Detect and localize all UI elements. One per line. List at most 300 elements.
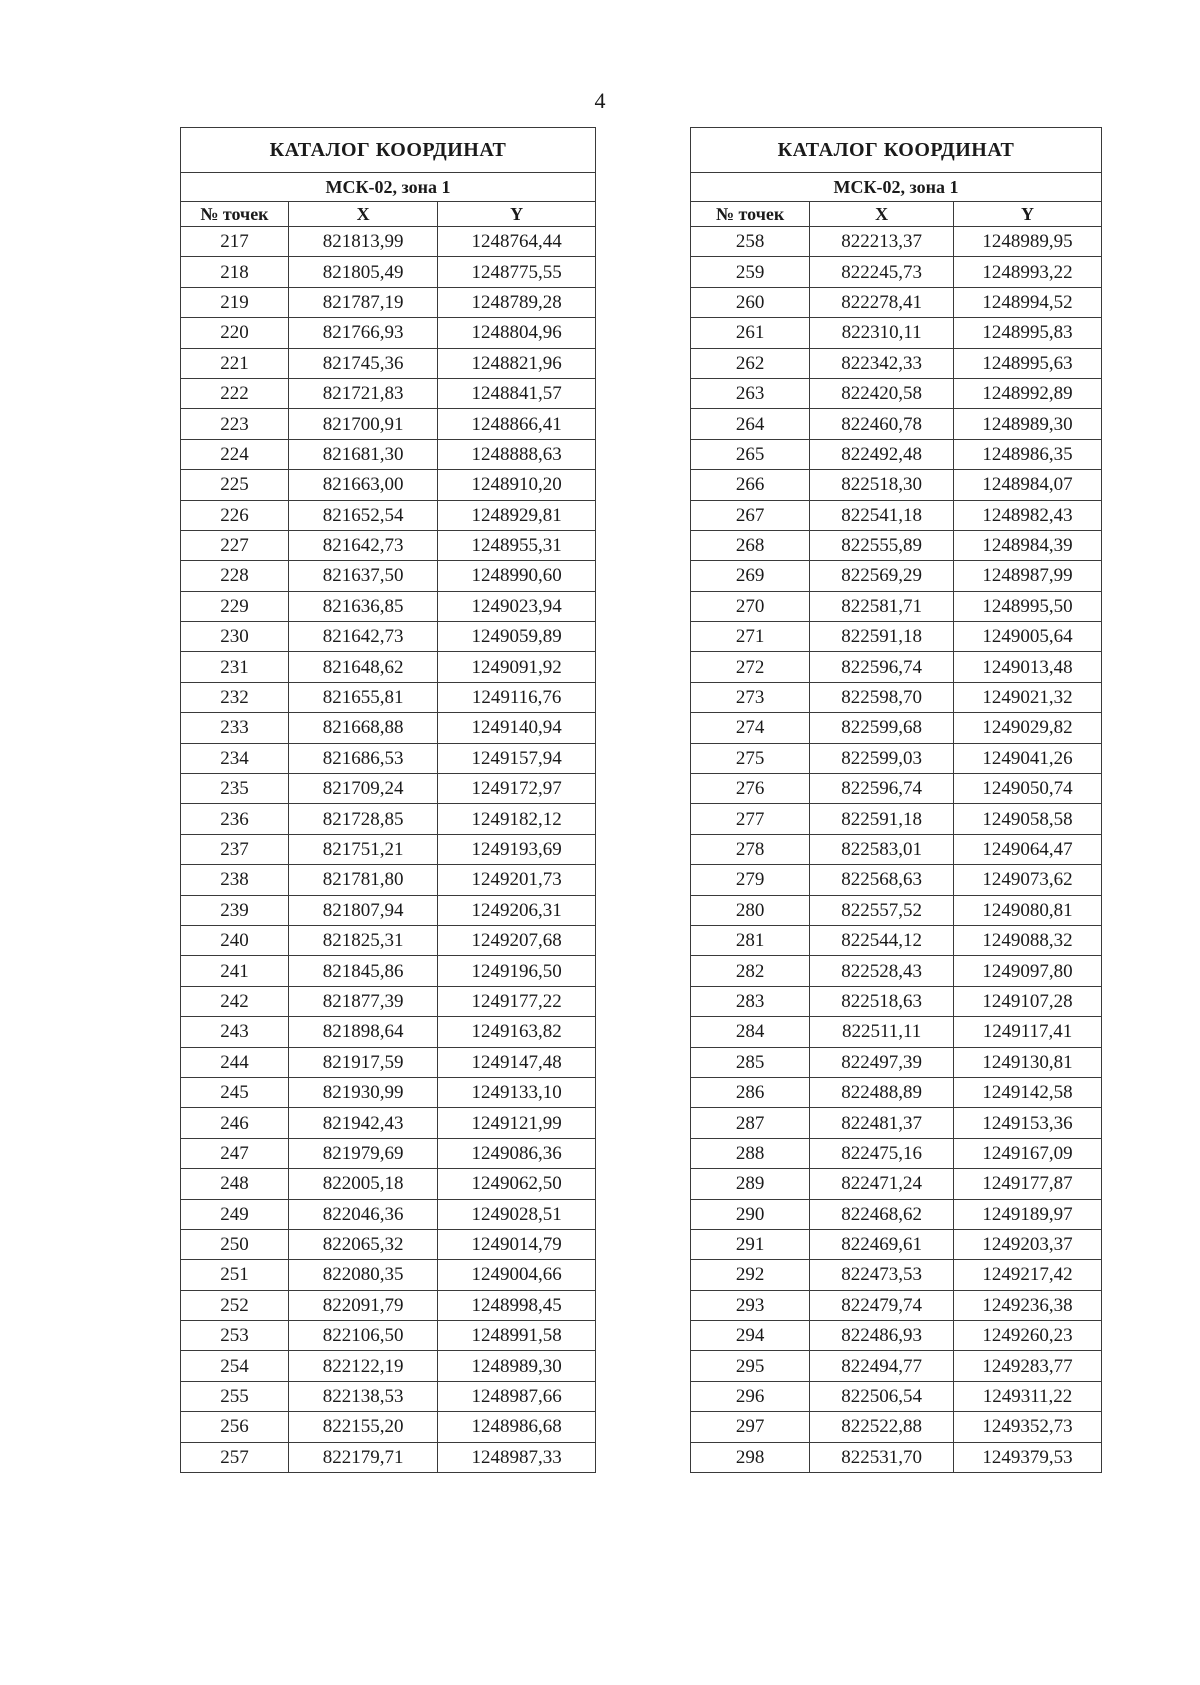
x-coordinate-cell: 822469,61 bbox=[810, 1229, 954, 1259]
x-coordinate-cell: 821745,36 bbox=[288, 348, 437, 378]
table-row bbox=[181, 500, 596, 530]
table-row bbox=[691, 1169, 1102, 1199]
y-coordinate-cell: 1249177,87 bbox=[954, 1169, 1102, 1199]
table-row bbox=[691, 1077, 1102, 1107]
point-number-cell: 286 bbox=[691, 1077, 810, 1107]
table-body bbox=[181, 227, 596, 1473]
x-coordinate-cell: 821709,24 bbox=[288, 774, 437, 804]
column-header-x: X bbox=[288, 202, 437, 227]
x-coordinate-cell: 821681,30 bbox=[288, 439, 437, 469]
x-coordinate-cell: 821877,39 bbox=[288, 986, 437, 1016]
y-coordinate-cell: 1248955,31 bbox=[438, 530, 596, 560]
x-coordinate-cell: 821942,43 bbox=[288, 1108, 437, 1138]
x-coordinate-cell: 821766,93 bbox=[288, 318, 437, 348]
y-coordinate-cell: 1249097,80 bbox=[954, 956, 1102, 986]
y-coordinate-cell: 1249023,94 bbox=[438, 591, 596, 621]
table-row bbox=[181, 1290, 596, 1320]
x-coordinate-cell: 822475,16 bbox=[810, 1138, 954, 1168]
point-number-cell: 297 bbox=[691, 1412, 810, 1442]
point-number-cell: 284 bbox=[691, 1017, 810, 1047]
y-coordinate-cell: 1248986,35 bbox=[954, 439, 1102, 469]
x-coordinate-cell: 822528,43 bbox=[810, 956, 954, 986]
table-row bbox=[181, 804, 596, 834]
x-coordinate-cell: 822541,18 bbox=[810, 500, 954, 530]
y-coordinate-cell: 1249073,62 bbox=[954, 865, 1102, 895]
point-number-cell: 224 bbox=[181, 439, 289, 469]
point-number-cell: 223 bbox=[181, 409, 289, 439]
point-number-cell: 256 bbox=[181, 1412, 289, 1442]
x-coordinate-cell: 822598,70 bbox=[810, 682, 954, 712]
x-coordinate-cell: 821930,99 bbox=[288, 1077, 437, 1107]
table-row bbox=[181, 561, 596, 591]
table-row bbox=[691, 1321, 1102, 1351]
y-coordinate-cell: 1249157,94 bbox=[438, 743, 596, 773]
x-coordinate-cell: 821898,64 bbox=[288, 1017, 437, 1047]
x-coordinate-cell: 822342,33 bbox=[810, 348, 954, 378]
table-row bbox=[181, 986, 596, 1016]
table-row bbox=[691, 257, 1102, 287]
x-coordinate-cell: 822492,48 bbox=[810, 439, 954, 469]
point-number-cell: 246 bbox=[181, 1108, 289, 1138]
x-coordinate-cell: 822583,01 bbox=[810, 834, 954, 864]
point-number-cell: 237 bbox=[181, 834, 289, 864]
table-row bbox=[181, 470, 596, 500]
y-coordinate-cell: 1248804,96 bbox=[438, 318, 596, 348]
y-coordinate-cell: 1249050,74 bbox=[954, 774, 1102, 804]
x-coordinate-cell: 822568,63 bbox=[810, 865, 954, 895]
y-coordinate-cell: 1248994,52 bbox=[954, 287, 1102, 317]
point-number-cell: 280 bbox=[691, 895, 810, 925]
y-coordinate-cell: 1248991,58 bbox=[438, 1321, 596, 1351]
y-coordinate-cell: 1249041,26 bbox=[954, 743, 1102, 773]
table-row bbox=[691, 409, 1102, 439]
table-row bbox=[181, 652, 596, 682]
column-header-point-number: № точек bbox=[691, 202, 810, 227]
table-row bbox=[181, 1047, 596, 1077]
x-coordinate-cell: 821686,53 bbox=[288, 743, 437, 773]
y-coordinate-cell: 1248992,89 bbox=[954, 378, 1102, 408]
x-coordinate-cell: 822155,20 bbox=[288, 1412, 437, 1442]
point-number-cell: 221 bbox=[181, 348, 289, 378]
y-coordinate-cell: 1248821,96 bbox=[438, 348, 596, 378]
point-number-cell: 253 bbox=[181, 1321, 289, 1351]
point-number-cell: 271 bbox=[691, 622, 810, 652]
x-coordinate-cell: 821813,99 bbox=[288, 227, 437, 257]
table-row bbox=[181, 682, 596, 712]
table-row bbox=[181, 1381, 596, 1411]
y-coordinate-cell: 1248987,99 bbox=[954, 561, 1102, 591]
table-row bbox=[181, 895, 596, 925]
point-number-cell: 277 bbox=[691, 804, 810, 834]
column-header-y: Y bbox=[438, 202, 596, 227]
y-coordinate-cell: 1248998,45 bbox=[438, 1290, 596, 1320]
catalog-title: КАТАЛОГ КООРДИНАТ bbox=[181, 128, 596, 173]
point-number-cell: 296 bbox=[691, 1381, 810, 1411]
point-number-cell: 269 bbox=[691, 561, 810, 591]
x-coordinate-cell: 821825,31 bbox=[288, 925, 437, 955]
y-coordinate-cell: 1249260,23 bbox=[954, 1321, 1102, 1351]
point-number-cell: 288 bbox=[691, 1138, 810, 1168]
x-coordinate-cell: 821721,83 bbox=[288, 378, 437, 408]
y-coordinate-cell: 1249013,48 bbox=[954, 652, 1102, 682]
column-header-y: Y bbox=[954, 202, 1102, 227]
y-coordinate-cell: 1249189,97 bbox=[954, 1199, 1102, 1229]
point-number-cell: 279 bbox=[691, 865, 810, 895]
x-coordinate-cell: 821751,21 bbox=[288, 834, 437, 864]
x-coordinate-cell: 822522,88 bbox=[810, 1412, 954, 1442]
table-row bbox=[181, 1442, 596, 1472]
table-row bbox=[181, 956, 596, 986]
x-coordinate-cell: 822599,03 bbox=[810, 743, 954, 773]
x-coordinate-cell: 821663,00 bbox=[288, 470, 437, 500]
table-row bbox=[181, 378, 596, 408]
y-coordinate-cell: 1249142,58 bbox=[954, 1077, 1102, 1107]
x-coordinate-cell: 821642,73 bbox=[288, 530, 437, 560]
table-row bbox=[691, 470, 1102, 500]
y-coordinate-cell: 1249005,64 bbox=[954, 622, 1102, 652]
y-coordinate-cell: 1249028,51 bbox=[438, 1199, 596, 1229]
table-row bbox=[181, 774, 596, 804]
table-row bbox=[691, 865, 1102, 895]
table-row bbox=[181, 1412, 596, 1442]
point-number-cell: 264 bbox=[691, 409, 810, 439]
point-number-cell: 242 bbox=[181, 986, 289, 1016]
y-coordinate-cell: 1249201,73 bbox=[438, 865, 596, 895]
point-number-cell: 298 bbox=[691, 1442, 810, 1472]
y-coordinate-cell: 1249167,09 bbox=[954, 1138, 1102, 1168]
point-number-cell: 261 bbox=[691, 318, 810, 348]
y-coordinate-cell: 1248866,41 bbox=[438, 409, 596, 439]
y-coordinate-cell: 1249236,38 bbox=[954, 1290, 1102, 1320]
x-coordinate-cell: 822420,58 bbox=[810, 378, 954, 408]
point-number-cell: 249 bbox=[181, 1199, 289, 1229]
table-row bbox=[691, 1229, 1102, 1259]
y-coordinate-cell: 1248995,83 bbox=[954, 318, 1102, 348]
table-row bbox=[691, 287, 1102, 317]
table-row bbox=[181, 1138, 596, 1168]
point-number-cell: 228 bbox=[181, 561, 289, 591]
y-coordinate-cell: 1248986,68 bbox=[438, 1412, 596, 1442]
table-row bbox=[691, 318, 1102, 348]
table-row bbox=[691, 925, 1102, 955]
x-coordinate-cell: 822046,36 bbox=[288, 1199, 437, 1229]
y-coordinate-cell: 1248789,28 bbox=[438, 287, 596, 317]
point-number-cell: 268 bbox=[691, 530, 810, 560]
table-row bbox=[181, 318, 596, 348]
y-coordinate-cell: 1248987,33 bbox=[438, 1442, 596, 1472]
y-coordinate-cell: 1248984,39 bbox=[954, 530, 1102, 560]
x-coordinate-cell: 821637,50 bbox=[288, 561, 437, 591]
table-row bbox=[691, 682, 1102, 712]
y-coordinate-cell: 1249107,28 bbox=[954, 986, 1102, 1016]
x-coordinate-cell: 822591,18 bbox=[810, 622, 954, 652]
x-coordinate-cell: 822122,19 bbox=[288, 1351, 437, 1381]
table-row bbox=[181, 622, 596, 652]
point-number-cell: 258 bbox=[691, 227, 810, 257]
y-coordinate-cell: 1249352,73 bbox=[954, 1412, 1102, 1442]
y-coordinate-cell: 1249014,79 bbox=[438, 1229, 596, 1259]
table-row bbox=[691, 1381, 1102, 1411]
y-coordinate-cell: 1249153,36 bbox=[954, 1108, 1102, 1138]
point-number-cell: 230 bbox=[181, 622, 289, 652]
x-coordinate-cell: 822557,52 bbox=[810, 895, 954, 925]
x-coordinate-cell: 822065,32 bbox=[288, 1229, 437, 1259]
point-number-cell: 248 bbox=[181, 1169, 289, 1199]
table-row bbox=[691, 713, 1102, 743]
table-row bbox=[181, 1260, 596, 1290]
y-coordinate-cell: 1249379,53 bbox=[954, 1442, 1102, 1472]
table-row bbox=[691, 895, 1102, 925]
point-number-cell: 260 bbox=[691, 287, 810, 317]
y-coordinate-cell: 1249147,48 bbox=[438, 1047, 596, 1077]
point-number-cell: 290 bbox=[691, 1199, 810, 1229]
x-coordinate-cell: 822468,62 bbox=[810, 1199, 954, 1229]
y-coordinate-cell: 1248775,55 bbox=[438, 257, 596, 287]
x-coordinate-cell: 821700,91 bbox=[288, 409, 437, 439]
table-row bbox=[691, 348, 1102, 378]
table-row bbox=[691, 1047, 1102, 1077]
table-row bbox=[691, 622, 1102, 652]
x-coordinate-cell: 822473,53 bbox=[810, 1260, 954, 1290]
table-row bbox=[181, 1169, 596, 1199]
y-coordinate-cell: 1249088,32 bbox=[954, 925, 1102, 955]
y-coordinate-cell: 1248995,63 bbox=[954, 348, 1102, 378]
column-header-point-number: № точек bbox=[181, 202, 289, 227]
x-coordinate-cell: 821781,80 bbox=[288, 865, 437, 895]
y-coordinate-cell: 1249217,42 bbox=[954, 1260, 1102, 1290]
x-coordinate-cell: 822486,93 bbox=[810, 1321, 954, 1351]
table-row bbox=[691, 1199, 1102, 1229]
y-coordinate-cell: 1248990,60 bbox=[438, 561, 596, 591]
table-row bbox=[691, 1442, 1102, 1472]
y-coordinate-cell: 1249193,69 bbox=[438, 834, 596, 864]
point-number-cell: 240 bbox=[181, 925, 289, 955]
point-number-cell: 289 bbox=[691, 1169, 810, 1199]
x-coordinate-cell: 822544,12 bbox=[810, 925, 954, 955]
x-coordinate-cell: 821642,73 bbox=[288, 622, 437, 652]
table-row bbox=[181, 865, 596, 895]
point-number-cell: 229 bbox=[181, 591, 289, 621]
point-number-cell: 285 bbox=[691, 1047, 810, 1077]
table-row bbox=[691, 774, 1102, 804]
point-number-cell: 227 bbox=[181, 530, 289, 560]
point-number-cell: 218 bbox=[181, 257, 289, 287]
y-coordinate-cell: 1248982,43 bbox=[954, 500, 1102, 530]
point-number-cell: 241 bbox=[181, 956, 289, 986]
point-number-cell: 270 bbox=[691, 591, 810, 621]
x-coordinate-cell: 822494,77 bbox=[810, 1351, 954, 1381]
y-coordinate-cell: 1249080,81 bbox=[954, 895, 1102, 925]
point-number-cell: 233 bbox=[181, 713, 289, 743]
y-coordinate-cell: 1249117,41 bbox=[954, 1017, 1102, 1047]
table-row bbox=[691, 500, 1102, 530]
y-coordinate-cell: 1248929,81 bbox=[438, 500, 596, 530]
table-row bbox=[181, 834, 596, 864]
point-number-cell: 257 bbox=[181, 1442, 289, 1472]
x-coordinate-cell: 822278,41 bbox=[810, 287, 954, 317]
x-coordinate-cell: 822106,50 bbox=[288, 1321, 437, 1351]
table-row bbox=[691, 1260, 1102, 1290]
x-coordinate-cell: 822310,11 bbox=[810, 318, 954, 348]
y-coordinate-cell: 1249172,97 bbox=[438, 774, 596, 804]
table-row bbox=[691, 1412, 1102, 1442]
y-coordinate-cell: 1249182,12 bbox=[438, 804, 596, 834]
table-row bbox=[691, 561, 1102, 591]
column-header-x: X bbox=[810, 202, 954, 227]
table-row bbox=[691, 834, 1102, 864]
point-number-cell: 273 bbox=[691, 682, 810, 712]
x-coordinate-cell: 822460,78 bbox=[810, 409, 954, 439]
y-coordinate-cell: 1249311,22 bbox=[954, 1381, 1102, 1411]
point-number-cell: 245 bbox=[181, 1077, 289, 1107]
y-coordinate-cell: 1248989,30 bbox=[438, 1351, 596, 1381]
table-row bbox=[181, 257, 596, 287]
x-coordinate-cell: 822179,71 bbox=[288, 1442, 437, 1472]
page-number: 4 bbox=[594, 88, 606, 113]
x-coordinate-cell: 822005,18 bbox=[288, 1169, 437, 1199]
y-coordinate-cell: 1249086,36 bbox=[438, 1138, 596, 1168]
table-row bbox=[691, 986, 1102, 1016]
x-coordinate-cell: 822245,73 bbox=[810, 257, 954, 287]
y-coordinate-cell: 1249116,76 bbox=[438, 682, 596, 712]
table-row bbox=[181, 743, 596, 773]
point-number-cell: 236 bbox=[181, 804, 289, 834]
catalog-title: КАТАЛОГ КООРДИНАТ bbox=[691, 128, 1102, 173]
y-coordinate-cell: 1249133,10 bbox=[438, 1077, 596, 1107]
point-number-cell: 265 bbox=[691, 439, 810, 469]
x-coordinate-cell: 822213,37 bbox=[810, 227, 954, 257]
table-row bbox=[181, 591, 596, 621]
table-row bbox=[181, 1199, 596, 1229]
table-row bbox=[181, 1077, 596, 1107]
point-number-cell: 259 bbox=[691, 257, 810, 287]
x-coordinate-cell: 821636,85 bbox=[288, 591, 437, 621]
x-coordinate-cell: 822518,30 bbox=[810, 470, 954, 500]
y-coordinate-cell: 1249130,81 bbox=[954, 1047, 1102, 1077]
point-number-cell: 281 bbox=[691, 925, 810, 955]
x-coordinate-cell: 822518,63 bbox=[810, 986, 954, 1016]
x-coordinate-cell: 822080,35 bbox=[288, 1260, 437, 1290]
x-coordinate-cell: 822531,70 bbox=[810, 1442, 954, 1472]
x-coordinate-cell: 822488,89 bbox=[810, 1077, 954, 1107]
x-coordinate-cell: 821648,62 bbox=[288, 652, 437, 682]
table-row bbox=[691, 1017, 1102, 1047]
x-coordinate-cell: 822497,39 bbox=[810, 1047, 954, 1077]
x-coordinate-cell: 821652,54 bbox=[288, 500, 437, 530]
table-row bbox=[691, 652, 1102, 682]
y-coordinate-cell: 1249196,50 bbox=[438, 956, 596, 986]
point-number-cell: 267 bbox=[691, 500, 810, 530]
point-number-cell: 247 bbox=[181, 1138, 289, 1168]
x-coordinate-cell: 822481,37 bbox=[810, 1108, 954, 1138]
table-row bbox=[691, 743, 1102, 773]
point-number-cell: 234 bbox=[181, 743, 289, 773]
x-coordinate-cell: 822506,54 bbox=[810, 1381, 954, 1411]
point-number-cell: 263 bbox=[691, 378, 810, 408]
y-coordinate-cell: 1248987,66 bbox=[438, 1381, 596, 1411]
x-coordinate-cell: 822599,68 bbox=[810, 713, 954, 743]
point-number-cell: 220 bbox=[181, 318, 289, 348]
point-number-cell: 239 bbox=[181, 895, 289, 925]
y-coordinate-cell: 1249004,66 bbox=[438, 1260, 596, 1290]
y-coordinate-cell: 1249206,31 bbox=[438, 895, 596, 925]
y-coordinate-cell: 1249283,77 bbox=[954, 1351, 1102, 1381]
coordinate-system-zone: МСК-02, зона 1 bbox=[691, 173, 1102, 202]
y-coordinate-cell: 1248888,63 bbox=[438, 439, 596, 469]
x-coordinate-cell: 821668,88 bbox=[288, 713, 437, 743]
y-coordinate-cell: 1249203,37 bbox=[954, 1229, 1102, 1259]
y-coordinate-cell: 1248989,95 bbox=[954, 227, 1102, 257]
point-number-cell: 283 bbox=[691, 986, 810, 1016]
table-row bbox=[691, 1290, 1102, 1320]
x-coordinate-cell: 821807,94 bbox=[288, 895, 437, 925]
y-coordinate-cell: 1249163,82 bbox=[438, 1017, 596, 1047]
point-number-cell: 266 bbox=[691, 470, 810, 500]
y-coordinate-cell: 1248993,22 bbox=[954, 257, 1102, 287]
table-row bbox=[181, 713, 596, 743]
coordinate-catalog-table-2 bbox=[690, 127, 1102, 1473]
table-row bbox=[691, 378, 1102, 408]
y-coordinate-cell: 1248841,57 bbox=[438, 378, 596, 408]
point-number-cell: 250 bbox=[181, 1229, 289, 1259]
y-coordinate-cell: 1249121,99 bbox=[438, 1108, 596, 1138]
x-coordinate-cell: 821979,69 bbox=[288, 1138, 437, 1168]
x-coordinate-cell: 822581,71 bbox=[810, 591, 954, 621]
y-coordinate-cell: 1249064,47 bbox=[954, 834, 1102, 864]
table-row bbox=[181, 1017, 596, 1047]
table-row bbox=[691, 1351, 1102, 1381]
coordinate-system-zone: МСК-02, зона 1 bbox=[181, 173, 596, 202]
x-coordinate-cell: 822596,74 bbox=[810, 774, 954, 804]
table-row bbox=[691, 591, 1102, 621]
table-row bbox=[691, 1108, 1102, 1138]
table-row bbox=[181, 1229, 596, 1259]
x-coordinate-cell: 821845,86 bbox=[288, 956, 437, 986]
coordinate-catalog-table-1 bbox=[180, 127, 596, 1473]
point-number-cell: 278 bbox=[691, 834, 810, 864]
y-coordinate-cell: 1248984,07 bbox=[954, 470, 1102, 500]
y-coordinate-cell: 1249058,58 bbox=[954, 804, 1102, 834]
y-coordinate-cell: 1249140,94 bbox=[438, 713, 596, 743]
point-number-cell: 274 bbox=[691, 713, 810, 743]
point-number-cell: 276 bbox=[691, 774, 810, 804]
x-coordinate-cell: 821787,19 bbox=[288, 287, 437, 317]
point-number-cell: 226 bbox=[181, 500, 289, 530]
x-coordinate-cell: 821805,49 bbox=[288, 257, 437, 287]
point-number-cell: 255 bbox=[181, 1381, 289, 1411]
x-coordinate-cell: 822591,18 bbox=[810, 804, 954, 834]
table-row bbox=[691, 1138, 1102, 1168]
table-row bbox=[181, 348, 596, 378]
table-row bbox=[181, 1321, 596, 1351]
x-coordinate-cell: 822596,74 bbox=[810, 652, 954, 682]
point-number-cell: 293 bbox=[691, 1290, 810, 1320]
point-number-cell: 231 bbox=[181, 652, 289, 682]
table-row bbox=[691, 530, 1102, 560]
table-row bbox=[181, 227, 596, 257]
point-number-cell: 294 bbox=[691, 1321, 810, 1351]
table-row bbox=[691, 956, 1102, 986]
table-row bbox=[691, 439, 1102, 469]
table-body bbox=[691, 227, 1102, 1473]
table-row bbox=[181, 287, 596, 317]
point-number-cell: 287 bbox=[691, 1108, 810, 1138]
table-row bbox=[181, 925, 596, 955]
x-coordinate-cell: 822511,11 bbox=[810, 1017, 954, 1047]
point-number-cell: 262 bbox=[691, 348, 810, 378]
y-coordinate-cell: 1248989,30 bbox=[954, 409, 1102, 439]
y-coordinate-cell: 1249177,22 bbox=[438, 986, 596, 1016]
